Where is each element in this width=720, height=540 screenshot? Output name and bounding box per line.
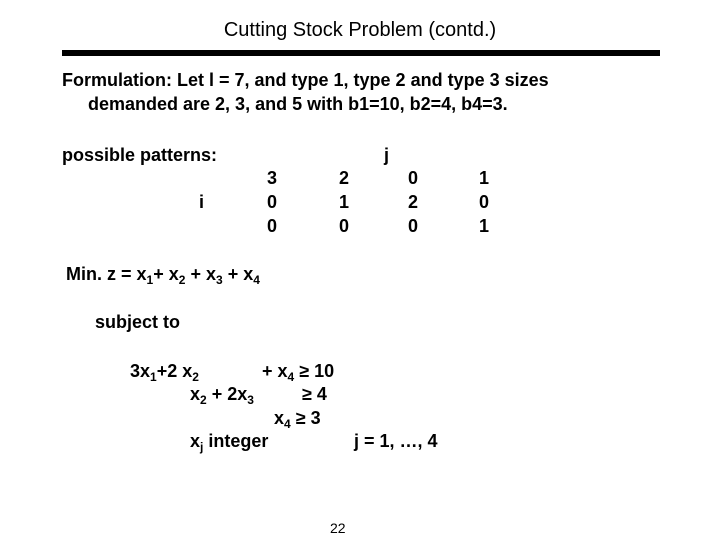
matrix-cell: 0 <box>266 192 277 212</box>
formulation-line-1: Formulation: Let l = 7, and type 1, type 2 and type 3 sizes <box>62 70 549 90</box>
matrix-cell: 1 <box>478 168 489 188</box>
objective-function: Min. $z = x_1+ x_2 + x_3 + x_4$ <box>66 264 260 287</box>
slide-title: Cutting Stock Problem (contd.) <box>223 19 497 41</box>
matrix-cell: 3 <box>266 168 277 188</box>
patterns-label: possible patterns: <box>62 145 218 165</box>
matrix-cell: 2 <box>338 168 349 188</box>
constraint-2: $x_2 + 2x_3$ <box>190 384 254 407</box>
subject-to-label: subject to <box>95 312 181 332</box>
matrix-cell: 0 <box>338 216 349 236</box>
matrix-cell: 0 <box>266 216 277 236</box>
constraint-1: $3x_1+2$ $x_2$ <box>130 361 199 384</box>
matrix-cell: 1 <box>478 216 489 236</box>
i-label: i <box>199 192 205 212</box>
j-label: j <box>384 145 390 165</box>
constraint-3: $x_4 \ge 3$ <box>274 408 321 431</box>
matrix-cell: 0 <box>407 216 418 236</box>
matrix-cell: 0 <box>407 168 418 188</box>
matrix-cell: 0 <box>478 192 489 212</box>
constraint-integer: $x_j$ integer <box>190 431 269 454</box>
matrix-cell: 1 <box>338 192 349 212</box>
formulation-line-2: demanded are 2, 3, and 5 with b1=10, b2=4, b4=3. <box>88 94 508 114</box>
constraint-2-rhs: ≥ 4 <box>302 384 327 404</box>
page-number: 22 <box>330 520 346 536</box>
title-divider <box>62 50 660 56</box>
matrix-cell: 2 <box>407 192 418 212</box>
constraint-1-rhs: + $x_4 \ge 10$ <box>262 361 335 384</box>
index-range: j = 1, …, 4 <box>354 431 438 451</box>
